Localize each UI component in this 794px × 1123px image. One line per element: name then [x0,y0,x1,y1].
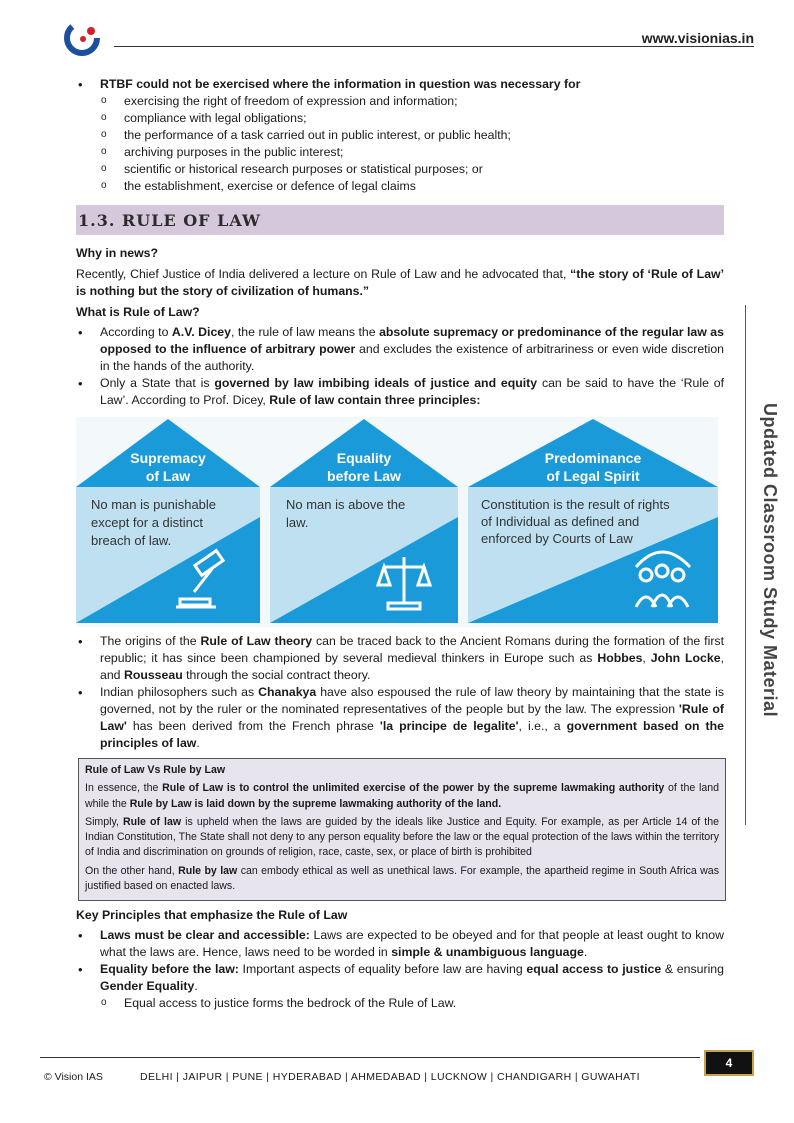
list-item: o the establishment, exercise or defence of legal claims [76,178,724,195]
principle-card-equality [270,419,458,623]
box-paragraph: On the other hand, Rule by law can embody ethical as well as unethical laws. For example, the apartheid regime in South Africa was justified based on enacted laws. [85,864,719,893]
dicey-bullet: • According to A.V. Dicey, the rule of law means the absolute supremacy or predominance of the regular law as opposed to the influence of arbitrary power and excludes the existence of arbitrariness or even wide discretion in the hands of the authority. [76,324,724,375]
list-item: o compliance with legal obligations; [76,110,724,127]
list-item: o the performance of a task carried out in public interest, or public health; [76,127,724,144]
header-divider [114,46,754,47]
box-paragraph: In essence, the Rule of Law is to control the unlimited exercise of the power by the supreme lawmaking authority of the land while the Rule by Law is laid down by the supreme lawmaking authority of the land. [85,782,720,810]
key-heading: Key Principles that emphasize the Rule of Law [76,908,348,923]
list-item: o exercising the right of freedom of expression and information; [76,93,724,110]
indian-bullet: • Indian philosophers such as Chanakya have also espoused the rule of law theory by maintaining that the state is governed, not by the ruler or the nominated representatives of the people but by the law. The expression 'Rule of Law' has been derived from the French phrase 'la principe de legalite', i.e., a government based on the principles of law. [76,684,724,752]
principle-body: breach of law. [91,533,172,548]
principle-card-supremacy [76,419,260,623]
footer-divider [40,1057,700,1058]
state-bullet: • Only a State that is governed by law imbibing ideals of justice and equity can be said to have the ‘Rule of Law’. According to Prof. Dicey, Rule of law contain three principles: [76,375,724,409]
page-number: 4 [704,1050,754,1076]
principle-body: No man is punishable [91,497,217,512]
principle-body: No man is above the [286,497,406,512]
vision-logo-icon [62,18,102,58]
rtbf-lead: • RTBF could not be exercised where the information in question was necessary for [76,76,724,93]
principle-card-predominance [468,419,718,623]
box-title: Rule of Law Vs Rule by Law [85,764,226,776]
what-heading: What is Rule of Law? [76,305,200,319]
sidebar-divider [745,305,746,825]
site-url[interactable]: www.visionias.in [641,30,754,46]
principle-body: law. [286,515,309,530]
section-title: 1.3. RULE OF LAW [76,205,724,235]
list-item: o archiving purposes in the public interest; [76,144,724,161]
footer-cities: DELHI | JAIPUR | PUNE | HYDERABAD | AHMEDABAD | LUCKNOW | CHANDIGARH | GUWAHATI [140,1071,640,1083]
page-content [76,76,724,1012]
principle-title: of Law [145,468,191,484]
rule-of-law-vs-rule-by-law-box [78,758,726,901]
principle-title: Supremacy [130,450,206,466]
box-paragraph: Simply, Rule of law is upheld when the laws are guided by the ideals like Justice and Equity. For example, as per Article 14 of the Indian Constitution, The State shall not deny to any person equality before the law or the equal protection of the laws within the territory of India and discrimination on grounds of religion, race, caste, sex, or place of birth is prohibited [85,815,720,859]
principle-body: of Individual as defined and [481,514,640,529]
key-bullet: • Equality before the law: Important aspects of equality before law are having equal access to justice & ensuring Gender Equality. [76,961,724,995]
principle-body: Constitution is the result of rights [481,497,670,512]
origins-bullet: • The origins of the Rule of Law theory can be traced back to the Ancient Romans during the formation of the first republic; it has since been championed by several medieval thinkers in Europe such as Hobbes, John Locke, and Rousseau through the social contract theory. [76,633,724,684]
principles-diagram [76,417,718,627]
why-heading: Why in news? [76,246,158,260]
why-paragraph: Recently, Chief Justice of India delivered a lecture on Rule of Law and he advocated that, “the story of ‘Rule of Law’ is nothing but the story of civilization of humans.” [76,267,725,298]
copyright: © Vision IAS [44,1071,103,1083]
principle-title: of Legal Spirit [546,468,640,484]
key-bullet: • Laws must be clear and accessible: Laws are expected to be obeyed and for that people at least ought to know what the laws are. Hence, laws need to be worded in simple & unambiguous language. [76,927,724,961]
principle-body: enforced by Courts of Law [481,531,633,546]
list-item: o scientific or historical research purposes or statistical purposes; or [76,161,724,178]
sidebar-label: Updated Classroom Study Material [760,402,780,718]
principle-title: Equality [336,450,392,466]
principle-title: Predominance [544,450,642,466]
principle-title: before Law [327,468,401,484]
list-item: o Equal access to justice forms the bedrock of the Rule of Law. [76,995,724,1012]
principle-body: except for a distinct [91,515,203,530]
